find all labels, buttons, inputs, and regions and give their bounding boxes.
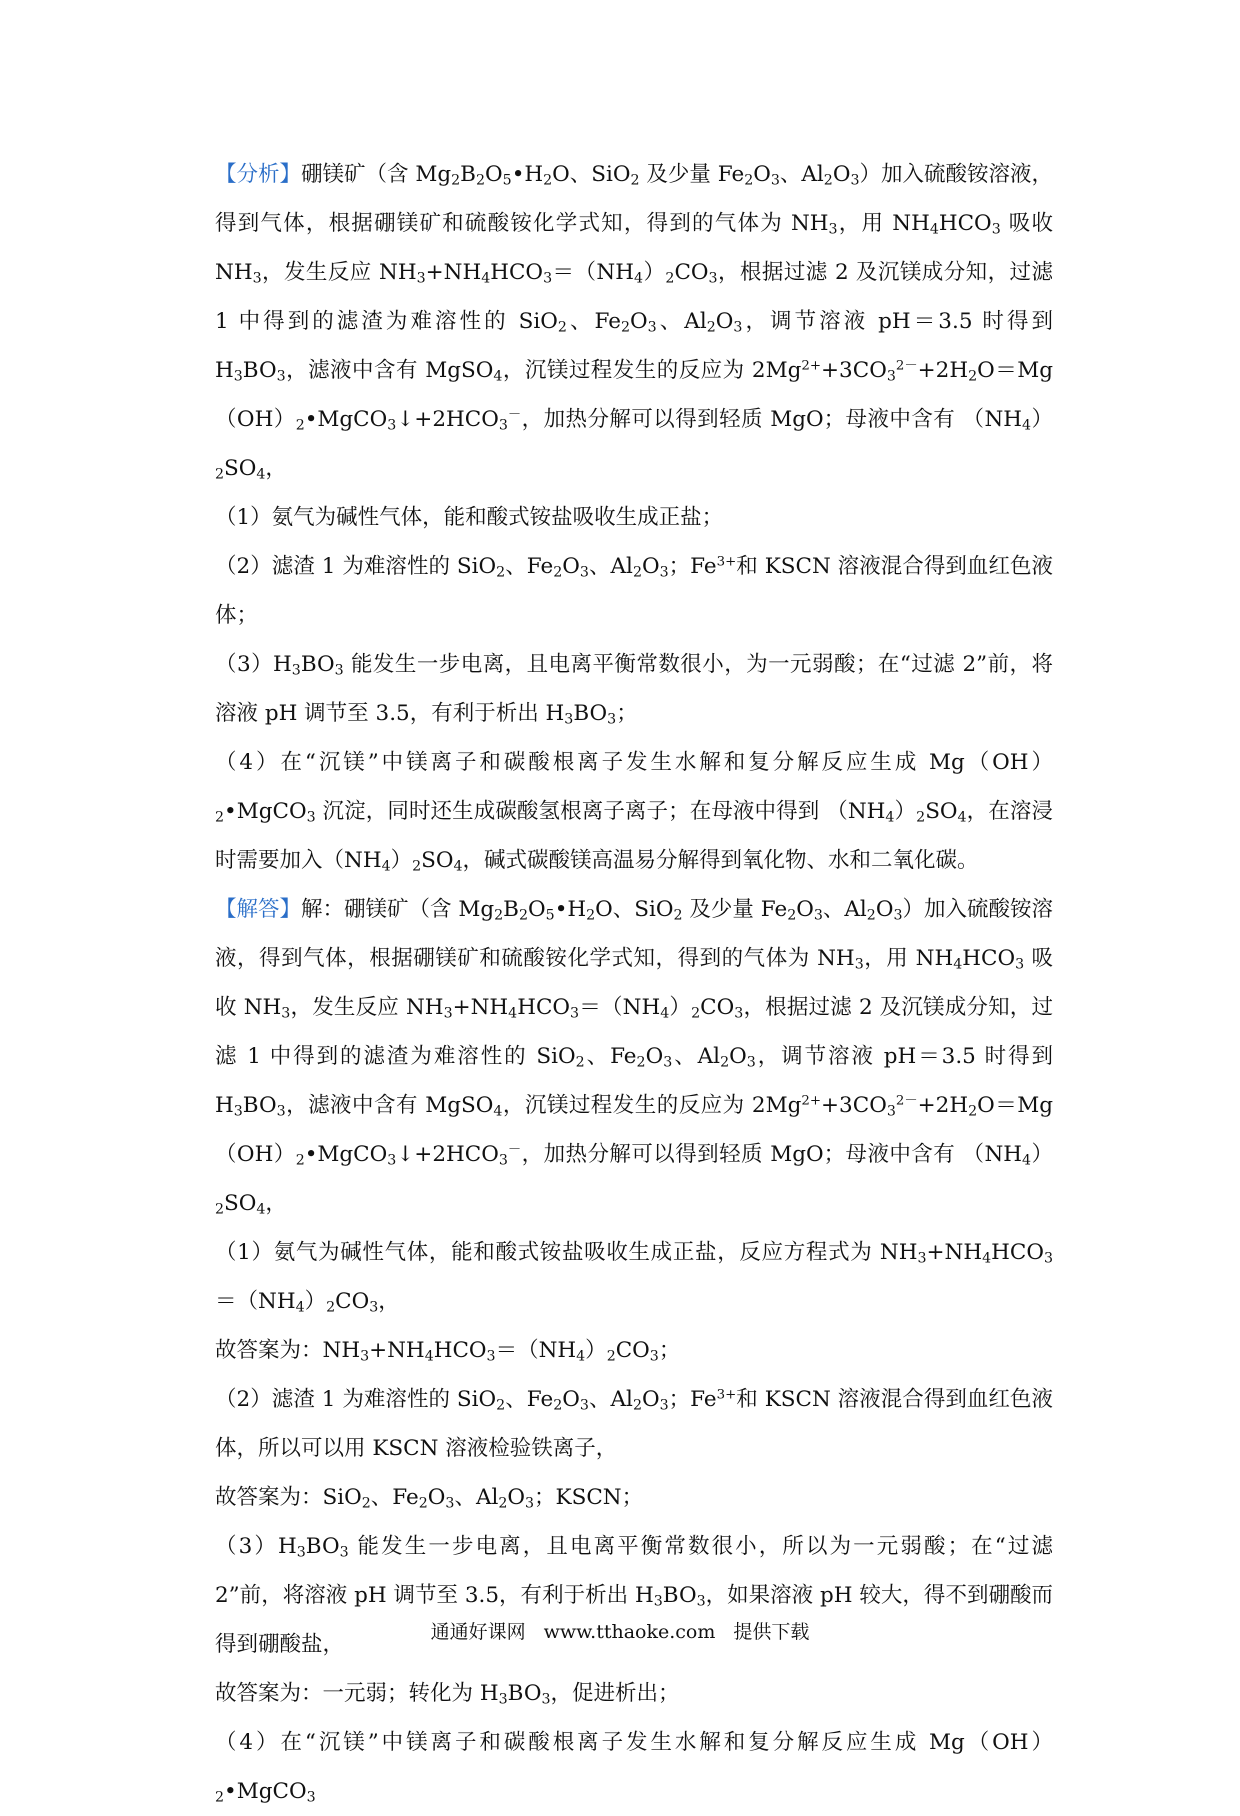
answer-paragraph (215, 885, 1053, 1228)
document-body (215, 150, 1053, 1816)
analysis-text: （1）氨气为碱性气体，能和酸式铵盐吸收生成正盐； (215, 505, 724, 530)
answer-text: 解：硼镁矿（含 $Mg_2B_2O_5•H_2O$、SiO$_2$ 及少量 $Fe_2O_3$、$Al_2O_3$）加入硫酸铵溶液，得到气体，根据硼镁矿和硫酸铵化学式知，得到的气体为 $NH_3$，用 $NH_4HCO_3$ 吸收 $NH_3$，发生反应 $NH_3+NH_4HCO_3=(NH_4)_2CO_3$，根据过滤 2 及沉镁成分知，过滤 1 中得到的滤渣为难溶性的 SiO$_2$、$Fe_2O_3$、$Al_2O_3$，调节溶液 pH＝3.5 时得到 $H_3BO_3$，滤液中含有 MgSO$_4$，沉镁过程发生的反应为 $2Mg^{2+}+3CO_3^{2-}+2H_2O=Mg(OH)_2•MgCO_3↓+2HCO_3^-$，加热分解可以得到轻质 MgO；母液中含有 $(NH_4)_2SO_4$， (215, 897, 1054, 1218)
analysis-text: $(3)H_3BO_3$ 能发生一步电离，且电离平衡常数很小，为一元弱酸；在“过滤 2”前，将溶液 pH 调节至 3.5，有利于析出 $H_3BO_3$； (215, 652, 1053, 728)
footer-note: 提供下载 (733, 1621, 810, 1643)
analysis-paragraph (215, 493, 1053, 542)
footer-url[interactable]: www.tthaoke.com (543, 1621, 716, 1643)
analysis-text: 硼镁矿（含 $Mg_2B_2O_5•H_2O$、SiO$_2$ 及少量 $Fe_2O_3$、$Al_2O_3$）加入硫酸铵溶液，得到气体，根据硼镁矿和硫酸铵化学式知，得到的气体为 $NH_3$，用 $NH_4HCO_3$ 吸收 $NH_3$，发生反应 $NH_3+NH_4HCO_3=(NH_4)_2CO_3$，根据过滤 2 及沉镁成分知，过滤 1 中得到的滤渣为难溶性的 SiO$_2$、$Fe_2O_3$、$Al_2O_3$，调节溶液 pH＝3.5 时得到 $H_3BO_3$，滤液中含有 MgSO$_4$，沉镁过程发生的反应为 $2Mg^{2+}+3CO_3^{2-}+2H_2O=Mg(OH)_2•MgCO_3↓+2HCO_3^-$，加热分解可以得到轻质 MgO；母液中含有 $(NH_4)_2SO_4$， (215, 162, 1054, 483)
answer-text: $(3)H_3BO_3$ 能发生一步电离，且电离平衡常数很小，所以为一元弱酸；在“过滤 2”前，将溶液 pH 调节至 3.5，有利于析出 $H_3BO_3$，如果溶液 pH 较大，得不到硼酸而得到硼酸盐， (215, 1534, 1053, 1657)
answer-paragraph (215, 1718, 1053, 1816)
analysis-paragraph (215, 640, 1053, 738)
answer-paragraph (215, 1326, 1053, 1375)
analysis-paragraph (215, 542, 1053, 640)
analysis-text: （4）在“沉镁”中镁离子和碳酸根离子发生水解和复分解反应生成 $Mg(OH)_2•MgCO_3$ 沉淀，同时还生成碳酸氢根离子离子；在母液中得到 $(NH_4)_2SO_4$，在溶浸时需要加入$(NH_4)_2SO_4$，碱式碳酸镁高温易分解得到氧化物、水和二氧化碳。 (215, 750, 1053, 875)
answer-text: （4）在“沉镁”中镁离子和碳酸根离子发生水解和复分解反应生成 $Mg(OH)_2•MgCO_3$ (215, 1730, 1053, 1806)
answer-text: 故答案为：$NH_3+NH_4HCO_3=(NH_4)_2CO_3$； (215, 1338, 681, 1365)
footer-site-name: 通通好课网 (430, 1621, 526, 1643)
analysis-paragraph (215, 738, 1053, 885)
answer-paragraph (215, 1669, 1053, 1718)
answer-text: 故答案为：SiO$_2$、$Fe_2O_3$、$Al_2O_3$；KSCN； (215, 1485, 644, 1512)
answer-text: 故答案为：一元弱；转化为 $H_3BO_3$，促进析出； (215, 1681, 680, 1708)
analysis-tag: 【分析】 (215, 162, 302, 187)
analysis-paragraph (215, 150, 1053, 493)
answer-paragraph (215, 1375, 1053, 1473)
answer-paragraph (215, 1228, 1053, 1326)
analysis-text: （2）滤渣 1 为难溶性的 SiO$_2$、$Fe_2O_3$、$Al_2O_3$；$Fe^{3+}$和 KSCN 溶液混合得到血红色液体； (215, 554, 1054, 628)
answer-tag: 【解答】 (215, 897, 302, 922)
answer-text: （1）氨气为碱性气体，能和酸式铵盐吸收生成正盐，反应方程式为 $NH_3+NH_4HCO_3=(NH_4)_2CO_3$， (215, 1240, 1053, 1316)
answer-paragraph (215, 1473, 1053, 1522)
page-footer (0, 1617, 1240, 1647)
answer-text: （2）滤渣 1 为难溶性的 SiO$_2$、$Fe_2O_3$、$Al_2O_3$；$Fe^{3+}$和 KSCN 溶液混合得到血红色液体，所以可以用 KSCN 溶液检验铁离子， (215, 1387, 1054, 1461)
